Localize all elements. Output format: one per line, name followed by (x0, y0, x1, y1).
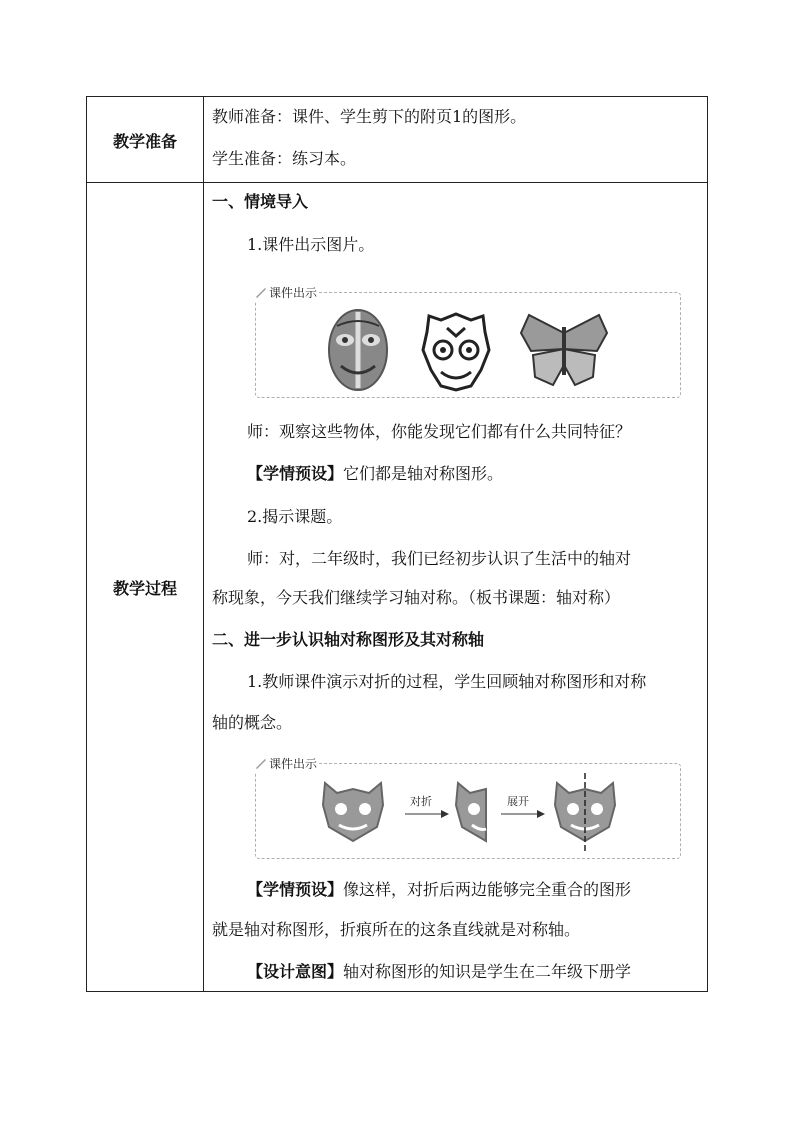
column-divider (203, 97, 204, 991)
item3-line-2: 轴的概念。 (212, 713, 293, 732)
pen-icon (255, 286, 267, 298)
design-text: 轴对称图形的知识是学生在二年级下册学 (343, 962, 632, 981)
prep-label: 教学准备 (112, 132, 177, 151)
student-prep: 学生准备：练习本。 (212, 149, 357, 168)
butterfly-image (519, 313, 609, 389)
row-divider (87, 182, 707, 183)
teacher-question: 师：观察这些物体，你能发现它们都有什么共同特征？ (247, 422, 632, 441)
fold-label: 对折 (410, 795, 432, 808)
tiger-papercut-axis-image (551, 773, 619, 853)
process-label: 教学过程 (112, 579, 177, 598)
preset-tag-1: 【学情预设】 (247, 464, 344, 483)
pen-icon (255, 757, 267, 769)
slide-tag-2 (255, 755, 319, 772)
slide-tag-1-label: 课件出示 (269, 286, 318, 300)
tiger-papercut-full-image (319, 781, 387, 843)
papercut-lion-image (421, 310, 491, 392)
unfold-label: 展开 (507, 795, 529, 808)
section2-title: 二、进一步认识轴对称图形及其对称轴 (212, 630, 485, 649)
fold-arrow-icon (405, 809, 449, 819)
preset2-line-2: 就是轴对称图形，折痕所在的这条直线就是对称轴。 (212, 920, 581, 939)
design-tag: 【设计意图】 (247, 962, 344, 981)
teacher-line-2: 称现象，今天我们继续学习轴对称。（板书课题：轴对称） (212, 588, 621, 607)
preset1-line (247, 463, 503, 485)
preset-tag-2: 【学情预设】 (247, 880, 344, 899)
unfold-arrow-icon (501, 809, 545, 819)
opera-mask-image (327, 308, 389, 392)
section1-title: 一、情境导入 (212, 192, 309, 211)
tiger-papercut-half-image (452, 781, 488, 843)
slide-tag-2-label: 课件出示 (269, 757, 318, 771)
preset2-line (247, 879, 631, 901)
slide-tag-1 (255, 284, 319, 301)
lesson-table (86, 96, 708, 992)
preset1-text: 它们都是轴对称图形。 (343, 464, 504, 483)
teacher-line-1: 师：对，二年级时，我们已经初步认识了生活中的轴对 (247, 549, 632, 568)
preset2-text: 像这样，对折后两边能够完全重合的图形 (343, 880, 632, 899)
item3-line-1: 1.教师课件演示对折的过程，学生回顾轴对称图形和对称 (247, 672, 647, 691)
teacher-prep: 教师准备：课件、学生剪下的附页1的图形。 (212, 107, 527, 126)
design-line (247, 961, 631, 983)
item2-text: 2.揭示课题。 (247, 507, 343, 526)
item1-text: 1.课件出示图片。 (247, 235, 375, 254)
